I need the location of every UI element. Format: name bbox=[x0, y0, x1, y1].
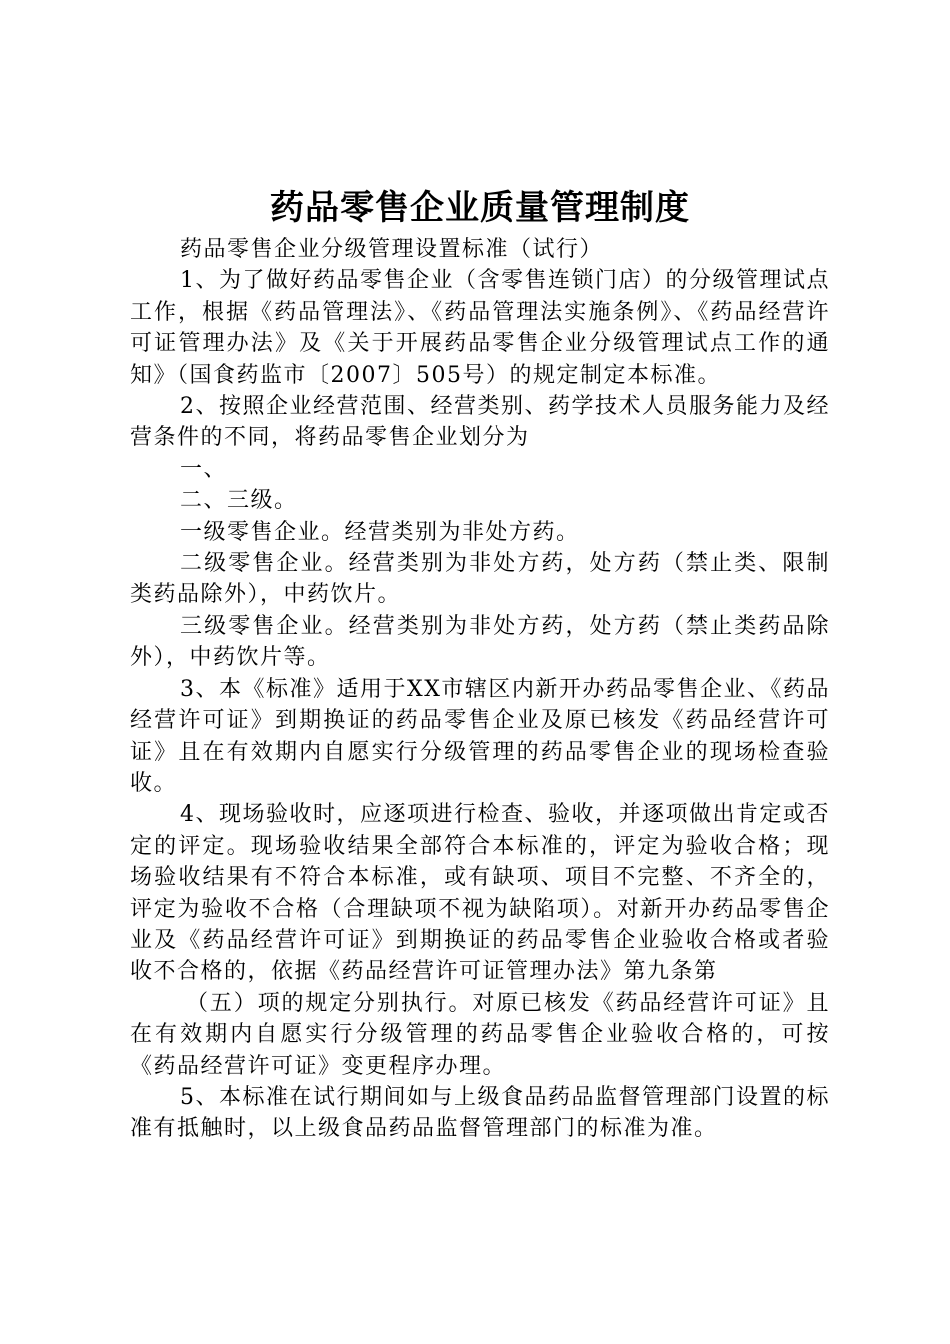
paragraph-level-two-three: 二、三级。 bbox=[180, 488, 298, 514]
paragraph-5: 5、本标准在试行期间如与上级食品药品监督管理部门设置的标准有抵触时，以上级食品药品监督管理部门的标准为准。 bbox=[130, 1084, 830, 1142]
document-subtitle: 药品零售企业分级管理设置标准（试行） bbox=[180, 237, 604, 262]
paragraph-3: 3、本《标准》适用于XX市辖区内新开办药品零售企业、《药品经营许可证》到期换证的药品零售企业及原已核发《药品经营许可证》且在有效期内自愿实行分级管理的药品零售企业的现场检查验收。 bbox=[130, 676, 830, 796]
paragraph-grade-three: 三级零售企业。经营类别为非处方药，处方药（禁止类药品除外），中药饮片等。 bbox=[130, 613, 830, 671]
document-body bbox=[130, 234, 830, 1145]
paragraph-level-one: 一、 bbox=[180, 456, 228, 482]
paragraph-4-continued: （五）项的规定分别执行。对原已核发《药品经营许可证》且在有效期内自愿实行分级管理的药品零售企业验收合格的，可按《药品经营许可证》变更程序办理。 bbox=[130, 990, 830, 1079]
paragraph-grade-two: 二级零售企业。经营类别为非处方药，处方药（禁止类、限制类药品除外），中药饮片。 bbox=[130, 551, 830, 608]
paragraph-grade-one: 一级零售企业。经营类别为非处方药。 bbox=[180, 519, 580, 545]
paragraph-1: 1、为了做好药品零售企业（含零售连锁门店）的分级管理试点工作，根据《药品管理法》、《药品管理法实施条例》、《药品经营许可证管理办法》及《关于开展药品零售企业分级管理试点工作的通知》（国食药监市〔2007〕505号）的规定制定本标准。 bbox=[130, 268, 830, 388]
paragraph-4: 4、现场验收时，应逐项进行检查、验收，并逐项做出肯定或否定的评定。现场验收结果全部符合本标准的，评定为验收合格；现场验收结果有不符合本标准，或有缺项、项目不完整、不齐全的，评定为验收不合格（合理缺项不视为缺陷项）。对新开办药品零售企业及《药品经营许可证》到期换证的药品零售企业验收合格或者验收不合格的，依据《药品经营许可证管理办法》第九条第 bbox=[130, 802, 830, 985]
document-title: 药品零售企业质量管理制度 bbox=[270, 188, 690, 228]
paragraph-2: 2、按照企业经营范围、经营类别、药学技术人员服务能力及经营条件的不同，将药品零售企业划分为 bbox=[130, 394, 830, 451]
